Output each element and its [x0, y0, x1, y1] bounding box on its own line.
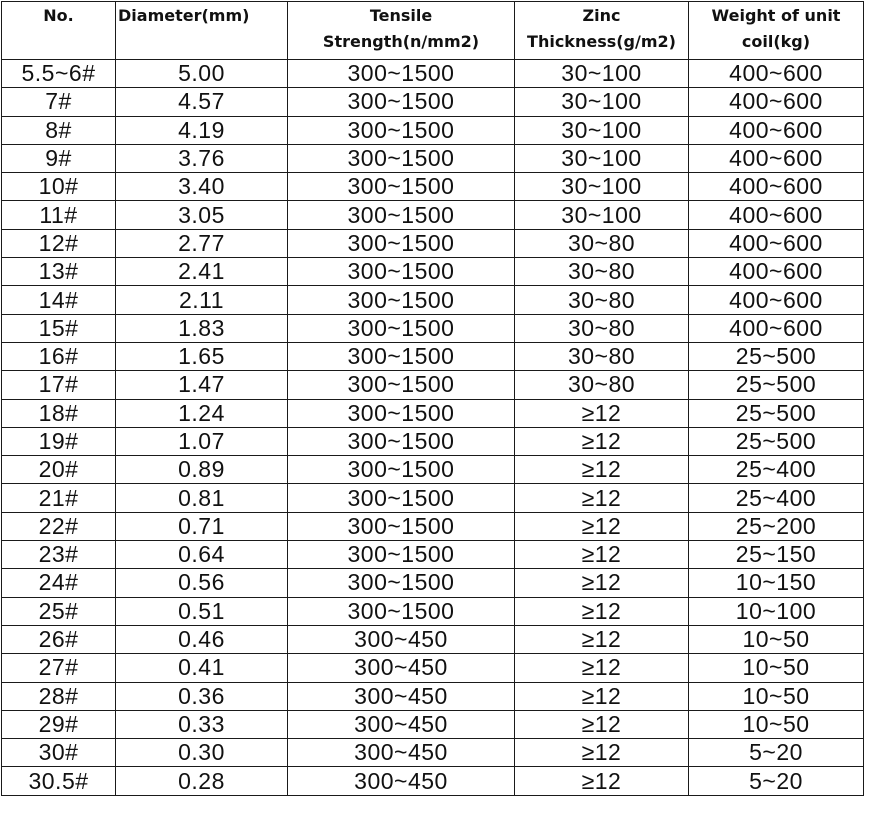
cell-no: 16# — [2, 342, 116, 370]
cell-tensile-strength: 300~1500 — [288, 342, 515, 370]
cell-tensile-strength: 300~1500 — [288, 116, 515, 144]
cell-no: 17# — [2, 371, 116, 399]
cell-coil-weight: 400~600 — [689, 60, 864, 88]
header-diameter — [116, 2, 288, 60]
cell-tensile-strength: 300~450 — [288, 739, 515, 767]
cell-no: 24# — [2, 569, 116, 597]
wire-spec-table — [1, 1, 864, 796]
cell-no: 30# — [2, 739, 116, 767]
cell-diameter: 0.64 — [116, 541, 288, 569]
cell-no: 9# — [2, 144, 116, 172]
cell-zinc-thickness: ≥12 — [515, 767, 689, 795]
table-row — [2, 314, 864, 342]
table-row — [2, 258, 864, 286]
cell-no: 26# — [2, 625, 116, 653]
cell-diameter: 1.83 — [116, 314, 288, 342]
table-row — [2, 456, 864, 484]
cell-no: 30.5# — [2, 767, 116, 795]
cell-zinc-thickness: 30~100 — [515, 173, 689, 201]
table-row — [2, 710, 864, 738]
table-row — [2, 60, 864, 88]
cell-tensile-strength: 300~1500 — [288, 229, 515, 257]
header-line: coil(kg) — [741, 32, 811, 51]
table-row — [2, 512, 864, 540]
cell-tensile-strength: 300~1500 — [288, 569, 515, 597]
cell-coil-weight: 25~500 — [689, 342, 864, 370]
cell-diameter: 3.40 — [116, 173, 288, 201]
cell-tensile-strength: 300~450 — [288, 682, 515, 710]
cell-zinc-thickness: 30~100 — [515, 88, 689, 116]
header-line: Strength(n/mm2) — [322, 32, 480, 51]
cell-zinc-thickness: ≥12 — [515, 569, 689, 597]
table-row — [2, 484, 864, 512]
cell-tensile-strength: 300~1500 — [288, 399, 515, 427]
table-row — [2, 427, 864, 455]
cell-diameter: 2.77 — [116, 229, 288, 257]
table-row — [2, 342, 864, 370]
cell-zinc-thickness: ≥12 — [515, 739, 689, 767]
cell-tensile-strength: 300~1500 — [288, 258, 515, 286]
cell-coil-weight: 25~500 — [689, 371, 864, 399]
cell-zinc-thickness: 30~100 — [515, 201, 689, 229]
cell-tensile-strength: 300~1500 — [288, 541, 515, 569]
cell-zinc-thickness: ≥12 — [515, 456, 689, 484]
cell-zinc-thickness: 30~100 — [515, 144, 689, 172]
cell-tensile-strength: 300~1500 — [288, 144, 515, 172]
cell-no: 14# — [2, 286, 116, 314]
header-line: Tensile — [369, 6, 433, 25]
cell-coil-weight: 5~20 — [689, 739, 864, 767]
table-row — [2, 173, 864, 201]
cell-no: 23# — [2, 541, 116, 569]
cell-no: 29# — [2, 710, 116, 738]
table-row — [2, 88, 864, 116]
cell-coil-weight: 400~600 — [689, 173, 864, 201]
header-row — [2, 2, 864, 60]
cell-tensile-strength: 300~1500 — [288, 88, 515, 116]
cell-diameter: 2.41 — [116, 258, 288, 286]
table-row — [2, 767, 864, 795]
cell-no: 19# — [2, 427, 116, 455]
cell-no: 8# — [2, 116, 116, 144]
table-row — [2, 541, 864, 569]
table-row — [2, 116, 864, 144]
cell-no: 21# — [2, 484, 116, 512]
cell-zinc-thickness: ≥12 — [515, 484, 689, 512]
table-row — [2, 569, 864, 597]
cell-coil-weight: 10~50 — [689, 625, 864, 653]
cell-coil-weight: 10~50 — [689, 710, 864, 738]
table-body — [2, 60, 864, 796]
cell-coil-weight: 400~600 — [689, 258, 864, 286]
cell-diameter: 0.51 — [116, 597, 288, 625]
header-line: Diameter(mm) — [118, 6, 250, 25]
cell-diameter: 5.00 — [116, 60, 288, 88]
cell-zinc-thickness: ≥12 — [515, 427, 689, 455]
table-row — [2, 682, 864, 710]
cell-coil-weight: 25~400 — [689, 484, 864, 512]
table-row — [2, 201, 864, 229]
cell-coil-weight: 400~600 — [689, 144, 864, 172]
cell-no: 28# — [2, 682, 116, 710]
cell-diameter: 2.11 — [116, 286, 288, 314]
header-coil-weight — [689, 2, 864, 60]
cell-no: 20# — [2, 456, 116, 484]
cell-zinc-thickness: 30~100 — [515, 116, 689, 144]
cell-coil-weight: 10~50 — [689, 682, 864, 710]
cell-no: 18# — [2, 399, 116, 427]
cell-tensile-strength: 300~1500 — [288, 314, 515, 342]
cell-no: 7# — [2, 88, 116, 116]
cell-zinc-thickness: 30~80 — [515, 314, 689, 342]
cell-coil-weight: 25~150 — [689, 541, 864, 569]
cell-coil-weight: 400~600 — [689, 286, 864, 314]
cell-zinc-thickness: 30~100 — [515, 60, 689, 88]
cell-tensile-strength: 300~1500 — [288, 286, 515, 314]
cell-tensile-strength: 300~1500 — [288, 60, 515, 88]
cell-zinc-thickness: 30~80 — [515, 258, 689, 286]
cell-diameter: 1.65 — [116, 342, 288, 370]
cell-coil-weight: 10~50 — [689, 654, 864, 682]
cell-coil-weight: 10~150 — [689, 569, 864, 597]
cell-coil-weight: 400~600 — [689, 116, 864, 144]
cell-no: 25# — [2, 597, 116, 625]
table-row — [2, 229, 864, 257]
cell-zinc-thickness: ≥12 — [515, 710, 689, 738]
cell-tensile-strength: 300~1500 — [288, 173, 515, 201]
table-row — [2, 654, 864, 682]
cell-zinc-thickness: 30~80 — [515, 371, 689, 399]
cell-coil-weight: 5~20 — [689, 767, 864, 795]
table-row — [2, 144, 864, 172]
table-row — [2, 739, 864, 767]
cell-zinc-thickness: 30~80 — [515, 229, 689, 257]
cell-coil-weight: 25~400 — [689, 456, 864, 484]
cell-tensile-strength: 300~1500 — [288, 427, 515, 455]
cell-diameter: 4.57 — [116, 88, 288, 116]
cell-diameter: 0.71 — [116, 512, 288, 540]
cell-diameter: 0.28 — [116, 767, 288, 795]
cell-coil-weight: 400~600 — [689, 314, 864, 342]
cell-zinc-thickness: ≥12 — [515, 625, 689, 653]
cell-zinc-thickness: 30~80 — [515, 342, 689, 370]
cell-diameter: 0.30 — [116, 739, 288, 767]
cell-coil-weight: 400~600 — [689, 201, 864, 229]
cell-zinc-thickness: ≥12 — [515, 399, 689, 427]
cell-no: 11# — [2, 201, 116, 229]
cell-diameter: 3.05 — [116, 201, 288, 229]
cell-diameter: 0.41 — [116, 654, 288, 682]
cell-no: 27# — [2, 654, 116, 682]
cell-zinc-thickness: 30~80 — [515, 286, 689, 314]
cell-tensile-strength: 300~1500 — [288, 597, 515, 625]
cell-diameter: 4.19 — [116, 116, 288, 144]
cell-diameter: 0.33 — [116, 710, 288, 738]
table-row — [2, 399, 864, 427]
header-tensile-strength — [288, 2, 515, 60]
cell-zinc-thickness: ≥12 — [515, 541, 689, 569]
cell-coil-weight: 25~200 — [689, 512, 864, 540]
header-line: Thickness(g/m2) — [527, 32, 676, 51]
cell-diameter: 0.81 — [116, 484, 288, 512]
cell-tensile-strength: 300~1500 — [288, 371, 515, 399]
table-row — [2, 286, 864, 314]
table-row — [2, 371, 864, 399]
header-line: Weight of unit — [711, 6, 841, 25]
table-row — [2, 597, 864, 625]
cell-no: 5.5~6# — [2, 60, 116, 88]
cell-zinc-thickness: ≥12 — [515, 654, 689, 682]
cell-no: 13# — [2, 258, 116, 286]
table-row — [2, 625, 864, 653]
cell-tensile-strength: 300~450 — [288, 654, 515, 682]
cell-zinc-thickness: ≥12 — [515, 512, 689, 540]
header-line: No. — [43, 6, 74, 25]
cell-tensile-strength: 300~1500 — [288, 484, 515, 512]
cell-tensile-strength: 300~450 — [288, 710, 515, 738]
cell-coil-weight: 400~600 — [689, 229, 864, 257]
header-no — [2, 2, 116, 60]
table-header — [2, 2, 864, 60]
cell-diameter: 0.89 — [116, 456, 288, 484]
header-zinc-thickness — [515, 2, 689, 60]
cell-diameter: 0.46 — [116, 625, 288, 653]
cell-diameter: 1.07 — [116, 427, 288, 455]
cell-coil-weight: 25~500 — [689, 399, 864, 427]
cell-zinc-thickness: ≥12 — [515, 682, 689, 710]
cell-no: 12# — [2, 229, 116, 257]
cell-no: 10# — [2, 173, 116, 201]
cell-diameter: 1.47 — [116, 371, 288, 399]
header-line: Zinc — [582, 6, 621, 25]
cell-tensile-strength: 300~1500 — [288, 512, 515, 540]
cell-zinc-thickness: ≥12 — [515, 597, 689, 625]
cell-diameter: 1.24 — [116, 399, 288, 427]
cell-diameter: 0.36 — [116, 682, 288, 710]
cell-coil-weight: 400~600 — [689, 88, 864, 116]
cell-tensile-strength: 300~1500 — [288, 456, 515, 484]
cell-diameter: 0.56 — [116, 569, 288, 597]
cell-no: 22# — [2, 512, 116, 540]
cell-tensile-strength: 300~1500 — [288, 201, 515, 229]
cell-no: 15# — [2, 314, 116, 342]
cell-coil-weight: 10~100 — [689, 597, 864, 625]
cell-diameter: 3.76 — [116, 144, 288, 172]
cell-tensile-strength: 300~450 — [288, 767, 515, 795]
cell-coil-weight: 25~500 — [689, 427, 864, 455]
cell-tensile-strength: 300~450 — [288, 625, 515, 653]
